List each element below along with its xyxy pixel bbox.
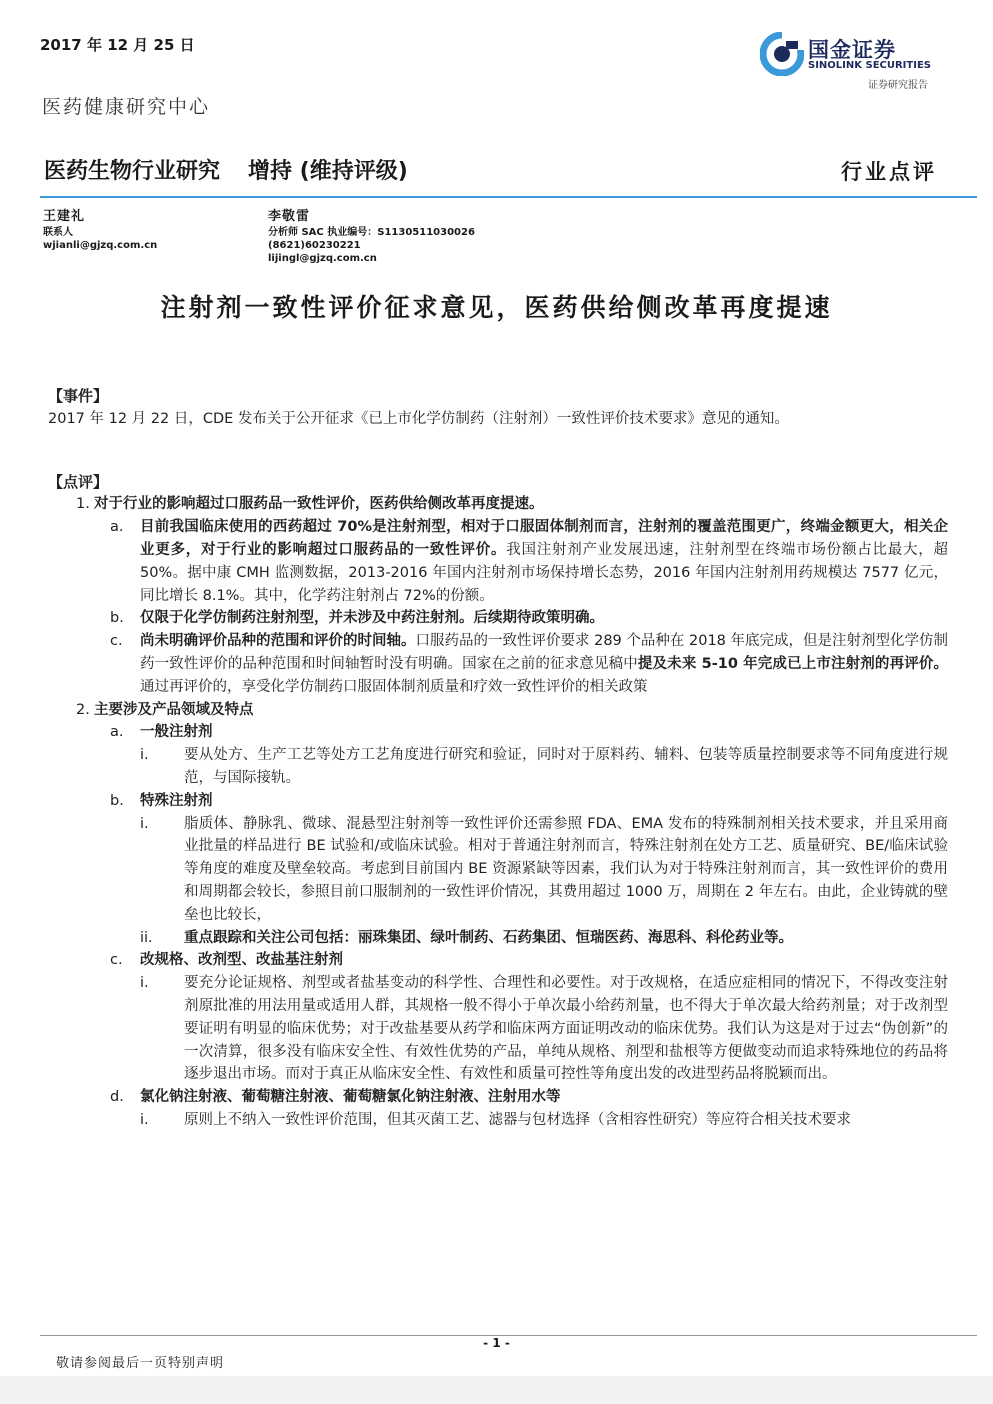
- sub-heading: 改规格、改剂型、改盐基注射剂: [140, 952, 343, 969]
- sinolink-logo-icon: [760, 32, 804, 76]
- list-item: [48, 699, 948, 722]
- sub-heading: 特殊注射剂: [140, 792, 213, 809]
- list-marker: i.: [140, 815, 149, 832]
- list-item: [48, 790, 948, 813]
- list-marker: d.: [110, 1089, 124, 1106]
- list-marker: i.: [140, 747, 149, 764]
- point-text: 要从处方、生产工艺等处方工艺角度进行研究和验证，同时对于原料药、辅料、包装等质量控制要求等不同角度进行规范，与国际接轨。: [184, 747, 948, 786]
- list-marker: c.: [110, 633, 123, 650]
- author-name: 李敬雷: [268, 209, 311, 224]
- industry-rating-row: [44, 154, 408, 185]
- list-marker: a.: [110, 724, 124, 741]
- list-item: [48, 813, 948, 927]
- report-body: [48, 385, 948, 1132]
- bottom-band: [0, 1376, 993, 1404]
- list-item: [48, 721, 948, 744]
- headline: 注射剂一致性评价征求意见，医药供给侧改革再度提速: [160, 293, 833, 322]
- point-text: 对于行业的影响超过口服药品一致性评价，医药供给侧改革再度提速。: [94, 496, 544, 513]
- list-item: [48, 630, 948, 698]
- list-item: [48, 516, 948, 607]
- list-item: [48, 972, 948, 1086]
- list-item: [48, 493, 948, 516]
- list-item: [48, 1086, 948, 1109]
- list-marker: 2.: [76, 701, 90, 718]
- point-bold-text: 重点跟踪和关注公司包括：丽珠集团、绿叶制药、石药集团、恒瑞医药、海思科、科伦药业等。: [184, 929, 793, 946]
- author-phone: (8621)60230221: [268, 240, 361, 251]
- point-text: 主要涉及产品领域及特点: [94, 701, 254, 718]
- event-heading: 【事件】: [48, 387, 109, 405]
- author-email: lijingl@gjzq.com.cn: [268, 253, 377, 264]
- logo-subtitle: 证券研究报告: [868, 80, 928, 91]
- point-bold-text: 提及未来 5-10 年完成已上市注射剂的再评价。: [637, 655, 948, 672]
- list-item: [48, 1109, 948, 1132]
- point-text: 要充分论证规格、剂型或者盐基变动的科学性、合理性和必要性。对于改规格，在适应症相同的情况下，不得改变注射剂原批准的用法用量或适用人群，其规格一般不得小于单次最小给药剂量，也不得大于单次最大给药剂量；对于改剂型要证明有明显的临床优势；对于改盐基要从药学和临床两方面证明改动的临床优势。我们认为这是对于过去“伪创新”的一次清算，很多没有临床安全性、有效性优势的产品，单纯从规格、剂型和盐根等方便做变动而追求特殊地位的药品将逐步退出市场。而对于真正从临床安全性、有效性和质量可控性等角度出发的改进型药品将脱颖而出。: [184, 975, 948, 1083]
- list-marker: i.: [140, 975, 149, 992]
- list-item: [48, 744, 948, 790]
- author-sac: 分析师 SAC 执业编号：S1130511030026: [268, 227, 475, 238]
- sub-heading: 一般注射剂: [140, 724, 213, 741]
- list-marker: ii.: [140, 929, 153, 946]
- list-marker: c.: [110, 952, 123, 969]
- research-center-name: 医药健康研究中心: [42, 96, 211, 118]
- point-text: 通过再评价的，享受化学仿制药口服固体制剂质量和疗效一致性评价的相关政策: [140, 678, 648, 695]
- list-marker: b.: [110, 792, 124, 809]
- logo-english-name: SINOLINK SECURITIES: [808, 60, 931, 71]
- author-email: wjianli@gjzq.com.cn: [43, 240, 158, 251]
- list-marker: i.: [140, 1111, 149, 1128]
- point-bold-text: 目前我国临床使用的西药超过 70%是注射剂型，相对于口服固体制剂而言，注射剂的覆盖范围更广，终端金额更大，相关企业更多，对于行业的影响超过口服药品的一致性评价。: [140, 519, 948, 558]
- author-name: 王建礼: [43, 209, 86, 224]
- author-role: 联系人: [43, 227, 73, 238]
- point-bold-text: 仅限于化学仿制药注射剂型，并未涉及中药注射剂。后续期待政策明确。: [140, 610, 604, 627]
- author-block: [268, 210, 475, 265]
- logo-chinese-name: 国金证券: [808, 38, 896, 62]
- point-text: 原则上不纳入一致性评价范围，但其灭菌工艺、滤器与包材选择（含相容性研究）等应符合相关技术要求: [184, 1111, 851, 1128]
- point-text: 脂质体、静脉乳、微球、混悬型注射剂等一致性评价还需参照 FDA、EMA 发布的特殊制剂相关技术要求，并且采用商业批量的样品进行 BE 试验和/或临床试验。相对于普通注射剂而言，特殊注射剂在处方工艺、质量研究、BE/临床试验等角度的难度及壁垒较高。考虑到目前国内 BE 资源紧缺等因素，我们认为对于特殊注射剂而言，其一致性评价的费用和周期都会较长，参照目前口服制剂的一致性评价情况，其费用超过 1000 万，周期在 2 年左右。由此，企业铸就的壁垒也比较长，: [184, 815, 948, 923]
- list-item: [48, 927, 948, 950]
- rating: 增持 (维持评级): [248, 159, 408, 184]
- company-logo: [760, 30, 950, 92]
- list-marker: 1.: [76, 496, 90, 513]
- report-date: 2017 年 12 月 25 日: [40, 36, 195, 54]
- page-number: - 1 -: [483, 1336, 510, 1350]
- industry-title: 医药生物行业研究: [44, 159, 221, 184]
- disclaimer: 敬请参阅最后一页特别声明: [56, 1356, 225, 1371]
- point-bold-text: 尚未明确评价品种的范围和评价的时间轴。: [140, 633, 416, 650]
- list-item: [48, 607, 948, 630]
- list-marker: a.: [110, 519, 124, 536]
- event-text: 2017 年 12 月 22 日，CDE 发布关于公开征求《已上市化学仿制药（注射剂）一致性评价技术要求》意见的通知。: [48, 410, 789, 427]
- header-divider: [40, 196, 977, 198]
- point-text: 我国注射剂产业发展迅速，注射剂型在终端市场份额占比最大，超 50%。据中康 CMH 监测数据，2013-2016 年国内注射剂市场保持增长态势，2016 年国内注射剂用药规模达 7577 亿元，同比增长 8.1%。其中，化学药注射剂占 72%的份额。: [140, 541, 949, 604]
- author-block: [43, 210, 157, 252]
- sub-heading: 氯化钠注射液、葡萄糖注射液、葡萄糖氯化钠注射液、注射用水等: [140, 1089, 561, 1106]
- list-marker: b.: [110, 610, 124, 627]
- list-item: [48, 949, 948, 972]
- report-type: 行业点评: [841, 160, 937, 184]
- point-text: 口服药品的一致性评价要求 289 个品种在 2018 年底完成，但是注射剂型化学仿制药一致性评价的品种范围和时间轴暂时没有明确。国家在之前的征求意见稿中: [140, 633, 949, 672]
- comment-heading: 【点评】: [48, 472, 109, 491]
